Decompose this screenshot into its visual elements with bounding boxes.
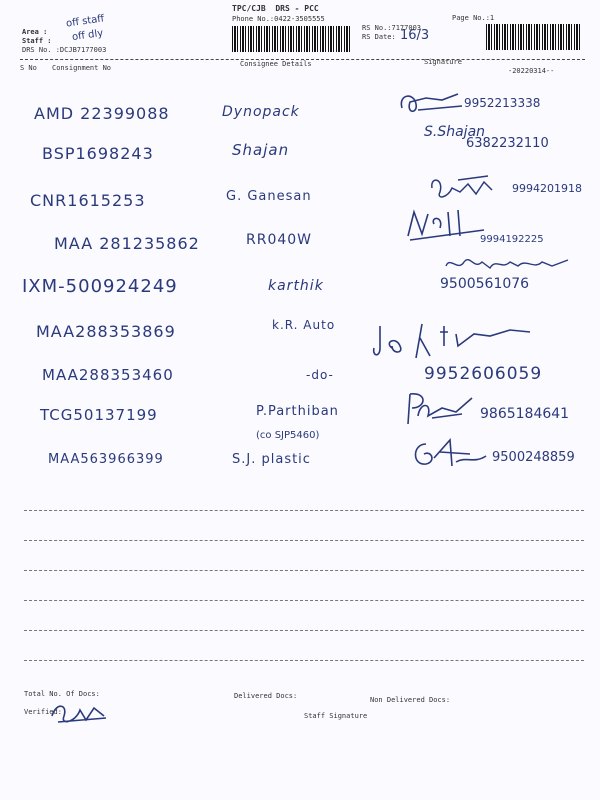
consignment-number: AMD 22399088 <box>34 104 170 123</box>
company-title <box>232 4 319 13</box>
consignee-name: Shajan <box>232 141 290 159</box>
consignment-number: IXM-500924249 <box>22 276 178 297</box>
consignment-number: MAA288353869 <box>36 322 176 341</box>
phone-number-entry: 9500248859 <box>492 450 575 465</box>
delivered-docs-label: Delivered Docs: <box>234 692 298 700</box>
area-handwritten: off staff <box>65 13 105 30</box>
page-number: Page No.:1 <box>452 14 495 22</box>
consignment-number: MAA 281235862 <box>54 234 200 253</box>
phone-number-entry: 9865184641 <box>480 406 570 422</box>
consignee-name: -do- <box>306 368 334 382</box>
total-docs-label: Total No. Of Docs: <box>24 690 100 698</box>
row-divider <box>24 660 584 661</box>
phone-number-entry: 6382232110 <box>466 136 549 151</box>
column-sno: S No <box>20 64 37 72</box>
consignment-number: CNR1615253 <box>30 191 146 210</box>
row-divider <box>24 510 584 511</box>
phone-number-entry: 9994201918 <box>512 182 582 195</box>
consignment-number: BSP1698243 <box>42 144 154 163</box>
rs-number: RS No.:7177003 <box>362 24 422 32</box>
non-delivered-docs-label: Non Delivered Docs: <box>370 696 451 704</box>
area-label: Area : <box>22 28 48 36</box>
consignee-note: (co SJP5460) <box>256 430 320 441</box>
row-divider <box>24 540 584 541</box>
column-consignment: Consignment No <box>52 64 112 72</box>
rs-date-handwritten: 16/3 <box>400 28 430 43</box>
drs-number: DRS No. :DCJB7177003 <box>22 46 107 54</box>
signature-mark <box>370 318 546 366</box>
phone-number-entry: 9500561076 <box>440 276 530 292</box>
phone-number-entry: 9952606059 <box>424 364 543 384</box>
run-code: -20220314-- <box>508 67 555 75</box>
signature-mark <box>396 88 468 120</box>
row-divider <box>24 600 584 601</box>
staff-label: Staff : <box>22 37 52 45</box>
consignee-name: P.Parthiban <box>256 404 339 419</box>
phone-number: Phone No.:0422-3505555 <box>232 15 325 23</box>
consignee-name: RR040W <box>246 232 313 248</box>
consignee-name: Dynopack <box>222 104 300 120</box>
verified-label: Verified: <box>24 708 62 716</box>
consignment-number: MAA288353460 <box>42 366 174 384</box>
page-barcode <box>486 24 582 50</box>
phone-number-entry: 9994192225 <box>480 234 544 245</box>
company-code: TPC/CJB <box>232 4 266 13</box>
drs-type: DRS - PCC <box>275 4 319 13</box>
consignment-number: MAA563966399 <box>48 452 164 467</box>
row-divider <box>24 570 584 571</box>
phone-number-entry: 9952213338 <box>464 96 541 110</box>
staff-handwritten: off dly <box>71 27 104 44</box>
row-divider <box>24 630 584 631</box>
verifier-signature <box>48 698 110 728</box>
signature-mark <box>402 388 478 428</box>
signature-mark <box>404 206 488 246</box>
drs-barcode <box>232 26 350 52</box>
consignee-name: k.R. Auto <box>272 318 336 332</box>
consignee-name: karthik <box>268 278 324 294</box>
signature-mark <box>444 254 574 274</box>
consignee-name: S.J. plastic <box>232 452 311 467</box>
staff-signature-label: Staff Signature <box>304 712 368 720</box>
column-signature: Signature <box>424 58 462 66</box>
rs-date-label: RS Date: <box>362 33 396 41</box>
signature-mark <box>410 436 492 472</box>
signature-mark <box>428 174 506 206</box>
signer-name: S.Shajan <box>424 124 486 140</box>
column-consignee: Consignee Details <box>240 60 312 68</box>
consignee-name: G. Ganesan <box>226 189 312 204</box>
consignment-number: TCG50137199 <box>40 406 158 424</box>
